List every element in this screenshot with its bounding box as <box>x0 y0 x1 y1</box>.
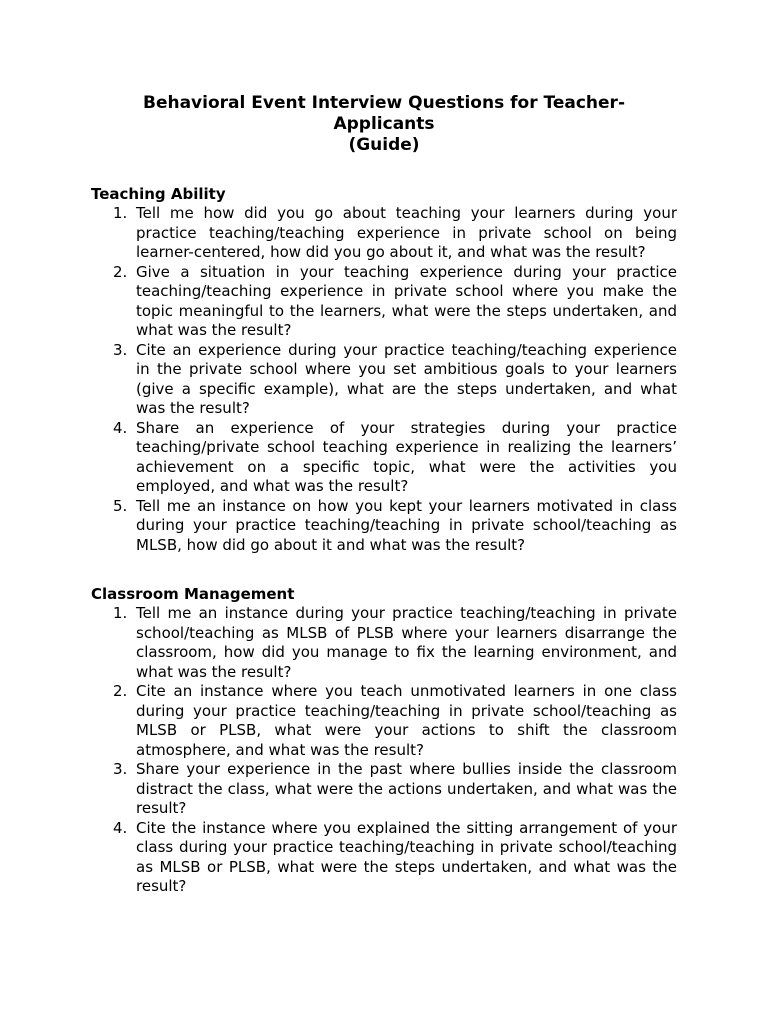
list-item <box>113 262 677 341</box>
list-item-text: Share an experience of your strategies during your practice teaching/private school teaching experience in realizing the learners’ achievement on a specific topic, what were the activities you employed, and what was the result? <box>136 418 677 495</box>
list-item-number: 1. <box>113 604 128 622</box>
classroom-management-question-list <box>91 604 677 897</box>
list-item-number: 5. <box>113 496 128 515</box>
section-heading-teaching-ability: Teaching Ability <box>91 185 226 203</box>
document-title-line-3: (Guide) <box>348 135 420 155</box>
list-item-number: 4. <box>113 818 128 837</box>
list-item-text: Tell me an instance on how you kept your learners motivated in class during your practice teaching/teaching in private school/teaching as MLSB, how did go about it and what was the result? <box>136 496 677 554</box>
list-item-number: 3. <box>113 340 128 359</box>
document-title <box>91 93 677 156</box>
list-item <box>113 496 677 556</box>
document-title-line-1: Behavioral Event Interview Questions for Teacher- <box>143 93 625 113</box>
document-title-line-2: Applicants <box>333 114 435 134</box>
list-item-number: 2. <box>113 262 128 281</box>
list-item-text: Tell me how did you go about teaching your learners during your practice teaching/teaching experience in private school on being learner-centered, how did you go about it, and what was the result? <box>136 204 677 261</box>
list-item <box>113 818 677 897</box>
list-item-text: Share your experience in the past where bullies inside the classroom distract the class, what were the actions undertaken, and what was the result? <box>136 760 677 817</box>
list-item-number: 1. <box>113 204 128 222</box>
list-item-number: 3. <box>113 760 128 778</box>
list-item-number: 2. <box>113 682 128 700</box>
list-item-text: Cite the instance where you explained the sitting arrangement of your class during your practice teaching/teaching in private school/teaching as MLSB or PLSB, what were the steps undertaken, and what was the result? <box>136 818 677 895</box>
list-item <box>113 418 677 497</box>
list-item <box>113 682 677 760</box>
list-item-text: Cite an experience during your practice teaching/teaching experience in the private school where you set ambitious goals to your learners (give a specific example), what are the steps undertaken, and what was the result? <box>136 340 677 417</box>
list-item <box>113 204 677 263</box>
list-item <box>113 340 677 419</box>
list-item-text: Cite an instance where you teach unmotivated learners in one class during your practice teaching/teaching in private school/teaching as MLSB or PLSB, what were your actions to shift the classroom atmosphere, and what was the result? <box>136 682 677 759</box>
list-item-text: Give a situation in your teaching experience during your practice teaching/teaching experience in private school where you make the topic meaningful to the learners, what were the steps undertaken, and what was the result? <box>136 262 677 339</box>
section-heading-classroom-management: Classroom Management <box>91 585 295 603</box>
list-item-text: Tell me an instance during your practice teaching/teaching in private school/teaching as MLSB of PLSB where your learners disarrange the classroom, how did you manage to fix the learning environment, and what was the result? <box>136 604 677 681</box>
list-item-number: 4. <box>113 418 128 437</box>
list-item <box>113 604 677 682</box>
list-item <box>113 760 677 819</box>
teaching-ability-question-list <box>91 204 677 555</box>
